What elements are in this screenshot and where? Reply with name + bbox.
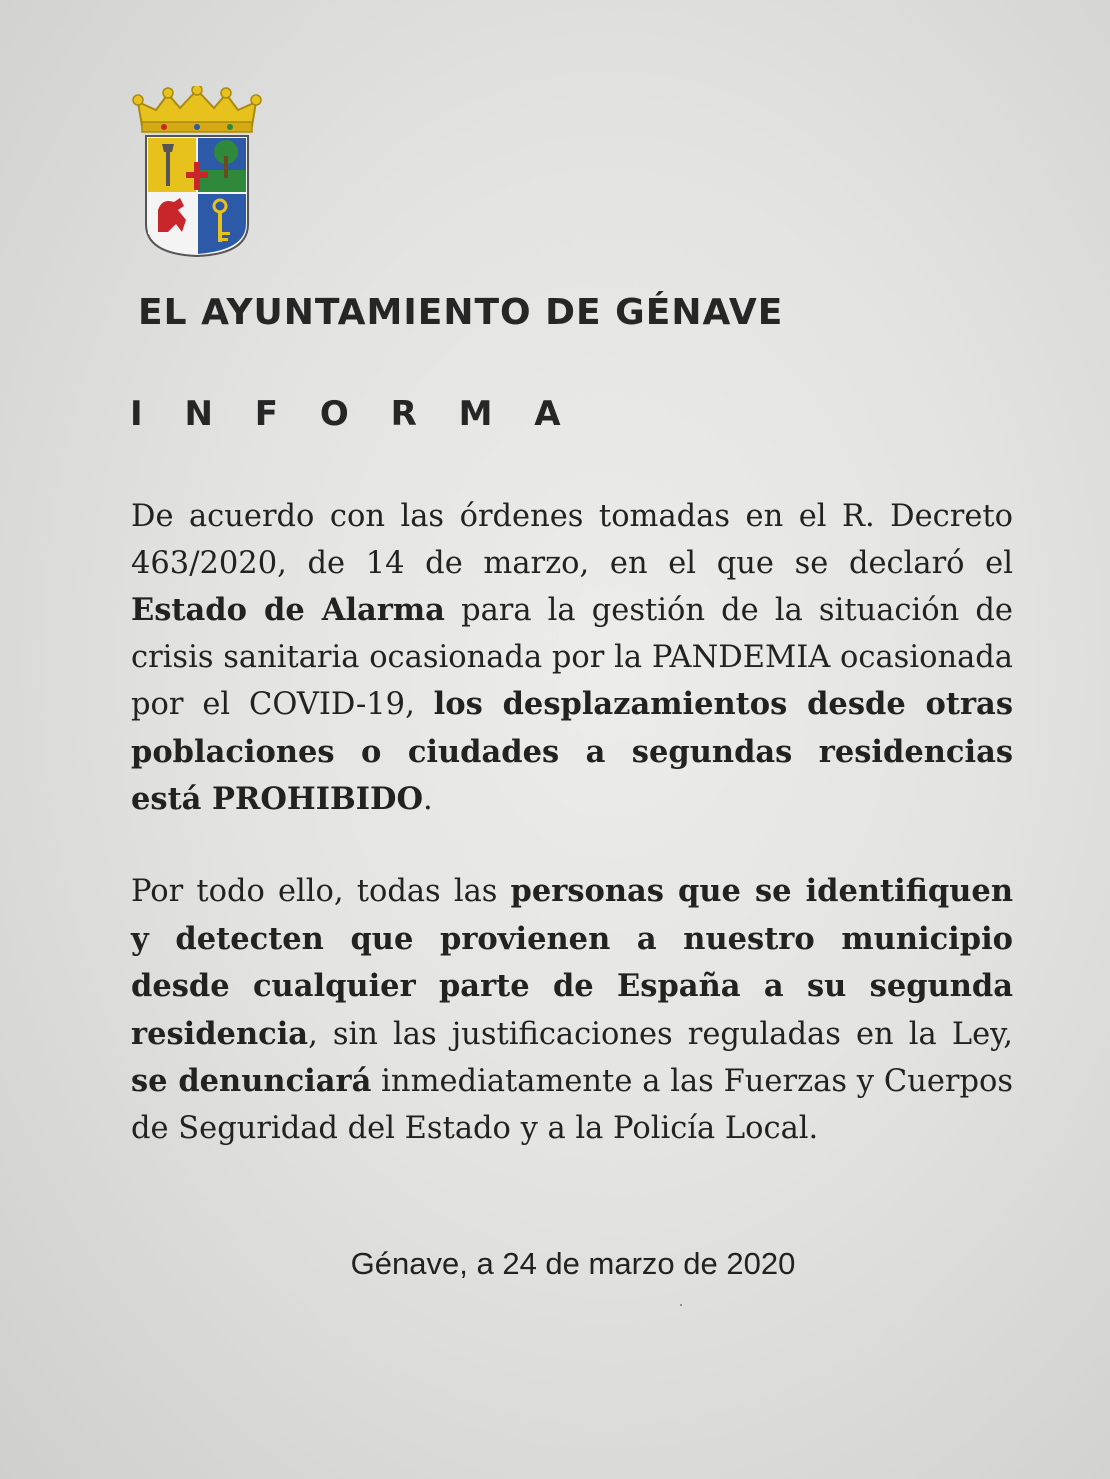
- crown-icon: [133, 86, 261, 132]
- paragraph-text: , sin las justificaciones reguladas en la Ley,: [308, 1016, 1013, 1052]
- date-signature-line: Génave, a 24 de marzo de 2020: [350, 1246, 796, 1281]
- highlight-estado-alarma: Estado de Alarma: [131, 592, 445, 628]
- paragraph-text: Por todo ello, todas las: [131, 874, 511, 909]
- highlight-denuncia: se denunciará: [131, 1063, 372, 1099]
- notice-heading: I N F O R M A: [130, 394, 576, 434]
- paragraph-text: para la gestión de la situación de crisis sanitaria ocasionada por la PANDEMIA ocasionada por el COVID-19,: [131, 593, 1013, 722]
- highlight-persons: personas que se identifiquen y detecten que provienen a nuestro municipio desde cualquier parte de España a su segunda residencia: [131, 873, 1013, 1052]
- paper-speck: [680, 1304, 682, 1306]
- paragraph-consequences: [131, 868, 1013, 1152]
- paragraph-decree: [131, 494, 1013, 824]
- coat-of-arms-icon: [128, 86, 266, 262]
- paragraph-text: .: [423, 782, 433, 817]
- highlight-prohibition: los desplazamientos desde otras poblaciones o ciudades a segundas residencias está PROHIBIDO: [131, 686, 1013, 817]
- organization-title: EL AYUNTAMIENTO DE GÉNAVE: [138, 292, 784, 333]
- paragraph-text: De acuerdo con las órdenes tomadas en el R. Decreto 463/2020, de 14 de marzo, en el que se declaró el: [131, 499, 1013, 581]
- paragraph-text: inmediatamente a las Fuerzas y Cuerpos de Seguridad del Estado y a la Policía Local.: [131, 1064, 1014, 1146]
